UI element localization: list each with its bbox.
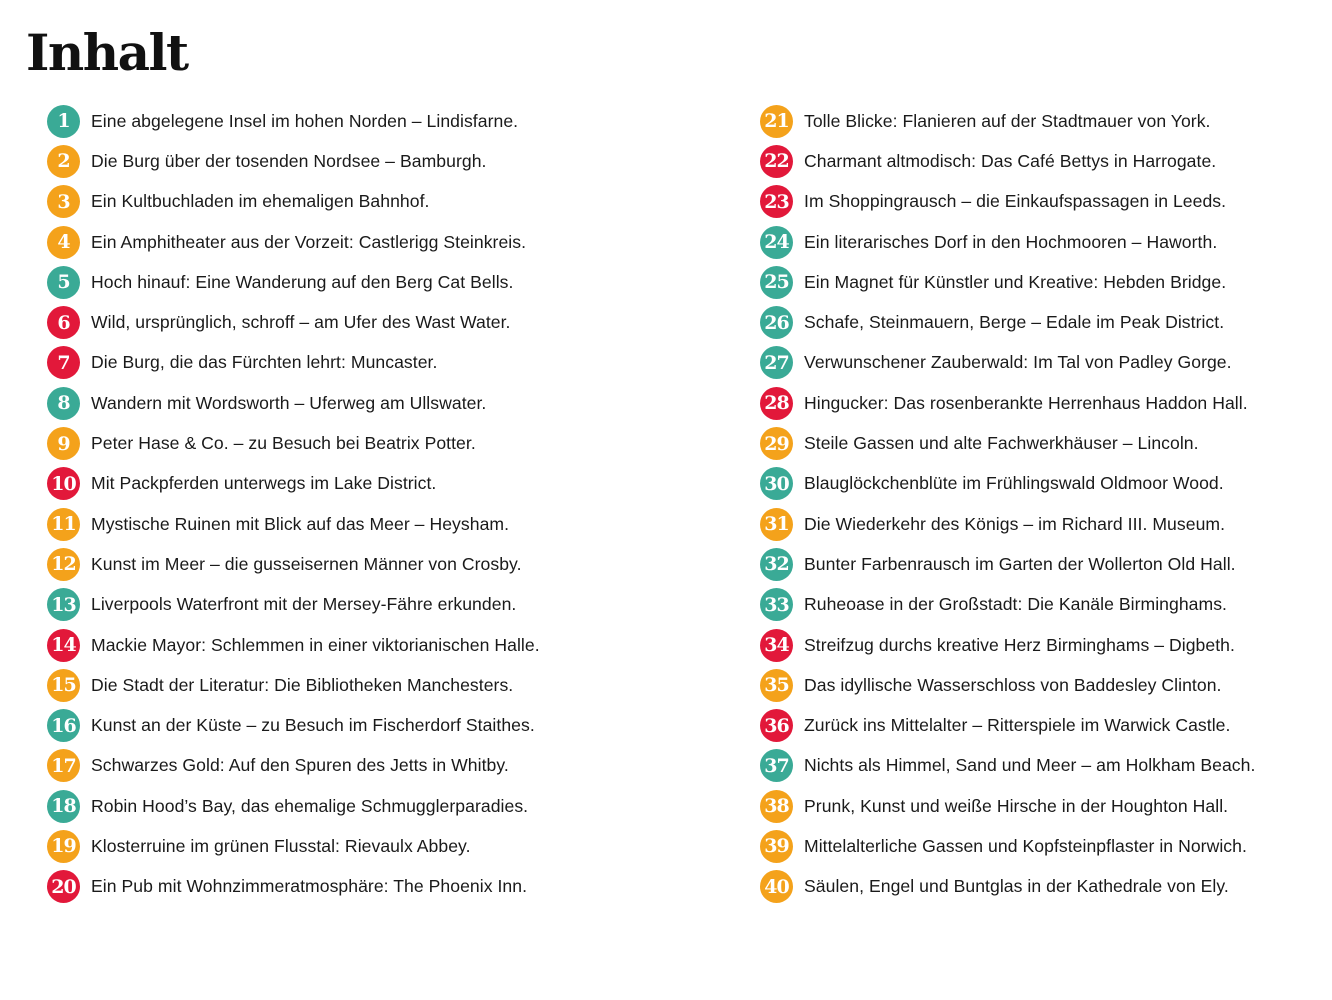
entry-title: Ein Kultbuchladen im ehemaligen Bahnhof. xyxy=(91,191,430,212)
entry-title: Ein Pub mit Wohnzimmeratmosphäre: The Phoenix Inn. xyxy=(91,876,528,897)
entry-title: Prunk, Kunst und weiße Hirsche in der Houghton Hall. xyxy=(804,795,1229,816)
toc-entry xyxy=(47,383,637,423)
entry-number-badge: 8 xyxy=(47,387,80,420)
entry-title: Steile Gassen und alte Fachwerkhäuser – Lincoln. xyxy=(804,433,1199,454)
toc-entry xyxy=(47,625,637,665)
entry-number-badge: 9 xyxy=(47,427,80,460)
entry-number-badge: 15 xyxy=(47,669,80,702)
entry-title: Mittelalterliche Gassen und Kopfsteinpflaster in Norwich. xyxy=(804,835,1247,856)
entry-title: Im Shoppingrausch – die Einkaufspassagen in Leeds. xyxy=(804,191,1227,212)
toc-entry xyxy=(760,423,1325,463)
toc-entry xyxy=(47,705,637,745)
entry-number-badge: 33 xyxy=(760,588,793,621)
toc-entry xyxy=(47,504,637,544)
entry-title: Blauglöckchenblüte im Frühlingswald Oldmoor Wood. xyxy=(804,473,1224,494)
entry-number-badge: 22 xyxy=(760,145,793,178)
entry-number-badge: 21 xyxy=(760,105,793,138)
entry-number-badge: 30 xyxy=(760,467,793,500)
toc-entry xyxy=(47,182,637,222)
entry-title: Die Burg, die das Fürchten lehrt: Muncaster. xyxy=(91,352,438,373)
toc-entry xyxy=(47,302,637,342)
entry-title: Robin Hood’s Bay, das ehemalige Schmugglerparadies. xyxy=(91,795,529,816)
entry-title: Kunst an der Küste – zu Besuch im Fischerdorf Staithes. xyxy=(91,715,535,736)
toc-entry xyxy=(47,867,637,907)
entry-number-badge: 29 xyxy=(760,427,793,460)
entry-title: Hingucker: Das rosenberankte Herrenhaus Haddon Hall. xyxy=(804,392,1248,413)
entry-number-badge: 10 xyxy=(47,467,80,500)
entry-number-badge: 16 xyxy=(47,709,80,742)
entry-title: Zurück ins Mittelalter – Ritterspiele im Warwick Castle. xyxy=(804,715,1231,736)
entry-title: Schafe, Steinmauern, Berge – Edale im Peak District. xyxy=(804,312,1225,333)
entry-number-badge: 38 xyxy=(760,790,793,823)
toc-entry xyxy=(760,625,1325,665)
toc-entry xyxy=(760,746,1325,786)
toc-entry xyxy=(760,705,1325,745)
toc-entry xyxy=(760,222,1325,262)
entry-number-badge: 13 xyxy=(47,588,80,621)
entry-number-badge: 20 xyxy=(47,870,80,903)
entry-number-badge: 35 xyxy=(760,669,793,702)
toc-entry xyxy=(760,585,1325,625)
entry-title: Ruheoase in der Großstadt: Die Kanäle Birminghams. xyxy=(804,594,1227,615)
toc-entry xyxy=(760,302,1325,342)
entry-title: Liverpools Waterfront mit der Mersey-Fähre erkunden. xyxy=(91,594,517,615)
toc-entry xyxy=(760,343,1325,383)
entry-number-badge: 32 xyxy=(760,548,793,581)
entry-number-badge: 1 xyxy=(47,105,80,138)
page-title: Inhalt xyxy=(26,23,188,82)
entry-title: Das idyllische Wasserschloss von Baddesley Clinton. xyxy=(804,674,1222,695)
toc-entry xyxy=(760,867,1325,907)
entry-number-badge: 39 xyxy=(760,830,793,863)
entry-number-badge: 19 xyxy=(47,830,80,863)
entry-number-badge: 24 xyxy=(760,226,793,259)
entry-number-badge: 18 xyxy=(47,790,80,823)
entry-number-badge: 14 xyxy=(47,629,80,662)
entry-title: Säulen, Engel und Buntglas in der Kathedrale von Ely. xyxy=(804,876,1229,897)
entry-number-badge: 27 xyxy=(760,346,793,379)
entry-number-badge: 3 xyxy=(47,185,80,218)
toc-entry xyxy=(760,182,1325,222)
entry-number-badge: 11 xyxy=(47,508,80,541)
entry-title: Wild, ursprünglich, schroff – am Ufer des Wast Water. xyxy=(91,312,511,333)
entry-number-badge: 34 xyxy=(760,629,793,662)
toc-column-left xyxy=(47,101,637,907)
toc-entry xyxy=(47,746,637,786)
entry-number-badge: 7 xyxy=(47,346,80,379)
toc-entry xyxy=(760,544,1325,584)
entry-title: Ein Magnet für Künstler und Kreative: Hebden Bridge. xyxy=(804,271,1227,292)
toc-entry xyxy=(47,423,637,463)
entry-number-badge: 28 xyxy=(760,387,793,420)
toc-entry xyxy=(47,786,637,826)
entry-title: Tolle Blicke: Flanieren auf der Stadtmauer von York. xyxy=(804,110,1211,131)
entry-title: Hoch hinauf: Eine Wanderung auf den Berg Cat Bells. xyxy=(91,271,514,292)
toc-entry xyxy=(760,141,1325,181)
entry-number-badge: 40 xyxy=(760,870,793,903)
entry-title: Verwunschener Zauberwald: Im Tal von Padley Gorge. xyxy=(804,352,1232,373)
toc-entry xyxy=(47,262,637,302)
entry-number-badge: 4 xyxy=(47,226,80,259)
toc-entry xyxy=(47,665,637,705)
toc-entry xyxy=(760,101,1325,141)
entry-title: Ein literarisches Dorf in den Hochmooren – Haworth. xyxy=(804,231,1218,252)
entry-number-badge: 5 xyxy=(47,266,80,299)
entry-title: Charmant altmodisch: Das Café Bettys in Harrogate. xyxy=(804,150,1217,171)
entry-title: Die Stadt der Literatur: Die Bibliotheken Manchesters. xyxy=(91,674,514,695)
entry-title: Wandern mit Wordsworth – Uferweg am Ullswater. xyxy=(91,392,487,413)
entry-number-badge: 17 xyxy=(47,749,80,782)
toc-entry xyxy=(760,383,1325,423)
entry-title: Mackie Mayor: Schlemmen in einer viktorianischen Halle. xyxy=(91,634,540,655)
toc-entry xyxy=(47,585,637,625)
entry-title: Bunter Farbenrausch im Garten der Wollerton Old Hall. xyxy=(804,553,1236,574)
toc-entry xyxy=(760,504,1325,544)
toc-column-right xyxy=(760,101,1325,907)
entry-title: Mit Packpferden unterwegs im Lake District. xyxy=(91,473,437,494)
toc-entry xyxy=(47,343,637,383)
entry-title: Peter Hase & Co. – zu Besuch bei Beatrix Potter. xyxy=(91,433,476,454)
entry-title: Mystische Ruinen mit Blick auf das Meer – Heysham. xyxy=(91,513,510,534)
entry-number-badge: 2 xyxy=(47,145,80,178)
entry-title: Die Wiederkehr des Königs – im Richard III. Museum. xyxy=(804,513,1226,534)
entry-title: Nichts als Himmel, Sand und Meer – am Holkham Beach. xyxy=(804,755,1256,776)
entry-number-badge: 26 xyxy=(760,306,793,339)
toc-entry xyxy=(760,665,1325,705)
entry-title: Streifzug durchs kreative Herz Birminghams – Digbeth. xyxy=(804,634,1235,655)
entry-title: Klosterruine im grünen Flusstal: Rievaulx Abbey. xyxy=(91,835,471,856)
toc-entry xyxy=(47,826,637,866)
toc-entry xyxy=(47,141,637,181)
entry-title: Kunst im Meer – die gusseisernen Männer von Crosby. xyxy=(91,553,522,574)
entry-number-badge: 37 xyxy=(760,749,793,782)
entry-number-badge: 23 xyxy=(760,185,793,218)
entry-title: Schwarzes Gold: Auf den Spuren des Jetts in Whitby. xyxy=(91,755,509,776)
entry-title: Die Burg über der tosenden Nordsee – Bamburgh. xyxy=(91,150,487,171)
entry-number-badge: 12 xyxy=(47,548,80,581)
entry-title: Ein Amphitheater aus der Vorzeit: Castlerigg Steinkreis. xyxy=(91,231,527,252)
toc-entry xyxy=(47,101,637,141)
entry-number-badge: 31 xyxy=(760,508,793,541)
entry-number-badge: 6 xyxy=(47,306,80,339)
toc-entry xyxy=(760,464,1325,504)
toc-entry xyxy=(760,786,1325,826)
entry-number-badge: 25 xyxy=(760,266,793,299)
toc-entry xyxy=(47,544,637,584)
toc-entry xyxy=(47,464,637,504)
toc-entry xyxy=(760,262,1325,302)
toc-entry xyxy=(47,222,637,262)
entry-title: Eine abgelegene Insel im hohen Norden – Lindisfarne. xyxy=(91,110,519,131)
entry-number-badge: 36 xyxy=(760,709,793,742)
toc-entry xyxy=(760,826,1325,866)
